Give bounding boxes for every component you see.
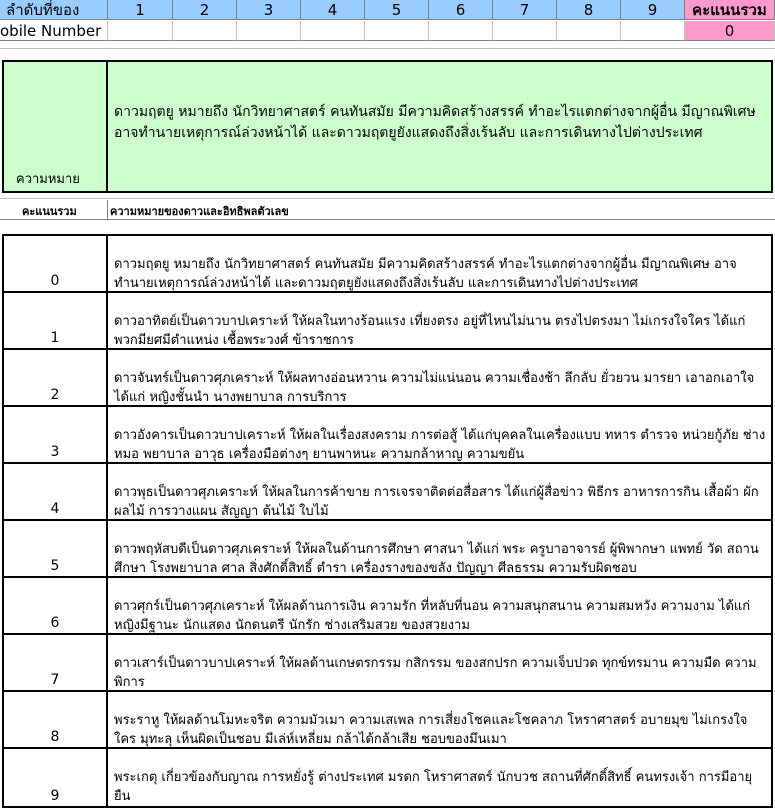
table-row xyxy=(4,578,771,635)
row-score-cell[interactable]: 2 xyxy=(4,350,108,405)
mobile-digit-2[interactable] xyxy=(173,21,237,41)
row-meaning-cell[interactable]: ดาวเสาร์เป็นดาวบาปเคราะห์ ให้ผลด้านเกษตรกรรม กสิกรรม ของสกปรก ความเจ็บปวด ทุกข์ทรมาน ความมืด ความพิการ xyxy=(114,656,757,690)
row-meaning-cell[interactable]: ดาวอาทิตย์เป็นดาวบาปเคราะห์ ให้ผลในทางร้อนแรง เที่ยงตรง อยู่ที่ไหนไม่นาน ตรงไปตรงมา ไม่เกรงใจใคร ได้แก่พวกมียศมีตำแหน่ง เชื้อพระวงศ์ ข้าราชการ xyxy=(114,314,746,348)
mobile-digit-3[interactable] xyxy=(237,21,301,41)
mobile-row xyxy=(0,21,775,42)
mobile-digit-9[interactable] xyxy=(621,21,685,41)
row-score-cell[interactable]: 5 xyxy=(4,521,108,576)
mobile-digit-6[interactable] xyxy=(429,21,493,41)
meaning-text-cell[interactable]: ดาวมฤตยู หมายถึง นักวิทยาศาสตร์ คนทันสมัย มีความคิดสร้างสรรค์ ทำอะไรแตกต่างจากผู้อื่น มีญาณพิเศษ อาจทำนายเหตุการณ์ล่วงหน้าได้ และดาวมฤตยูยังแสดงถึงสิ่งเร้นลับ และการเดินทางไปต่างประเทศ xyxy=(108,60,773,193)
header-col-9[interactable]: 9 xyxy=(621,0,685,20)
header-col-6[interactable]: 6 xyxy=(429,0,493,20)
row-meaning-cell[interactable]: ดาวจันทร์เป็นดาวศุภเคราะห์ ให้ผลทางอ่อนหวาน ความไม่แน่นอน ความเชื่องช้า ลึกลับ ยั่วยวน มารยา เอาอกเอาใจ ได้แก่ หญิงชั้นนำ นางพยาบาล การบริการ xyxy=(114,371,755,405)
meaning-label: ความหมาย xyxy=(16,172,80,187)
header-col-8[interactable]: 8 xyxy=(557,0,621,20)
table-row xyxy=(4,521,771,578)
grid-line xyxy=(0,48,775,49)
row-score-cell[interactable]: 4 xyxy=(4,464,108,519)
table-row xyxy=(4,464,771,521)
row-meaning-cell[interactable]: ดาวอังคารเป็นดาวบาปเคราะห์ ให้ผลในเรื่องสงคราม การต่อสู้ ได้แก่บุคคลในเครื่องแบบ ทหาร ตำรวจ หน่วยกู้ภัย ช่าง หมอ พยาบาล อาวุธ เครื่องมือต่างๆ ยานพาหนะ ความกล้าหาญ ความขยัน xyxy=(114,428,766,462)
row-meaning-cell[interactable]: พระราหู ให้ผลด้านโมหะจริต ความมัวเมา ความเสเพล การเสี่ยงโชคและโชคลาภ โหราศาสตร์ อบายมุข ไม่เกรงใจใคร มุทะลุ เห็นผิดเป็นชอบ มีเล่ห์เหลี่ยม กล้าได้กล้าเสีย ชอบของมึนเมา xyxy=(114,713,748,747)
meaning-table xyxy=(2,234,773,808)
row-score-cell[interactable]: 9 xyxy=(4,749,108,806)
mobile-digit-5[interactable] xyxy=(365,21,429,41)
header-total-cell[interactable]: คะแนนรวม xyxy=(685,0,775,20)
row-score-cell[interactable]: 0 xyxy=(4,236,108,291)
table-row xyxy=(4,236,771,293)
table-row xyxy=(4,635,771,692)
header-col-3[interactable]: 3 xyxy=(237,0,301,20)
mobile-digit-1[interactable] xyxy=(108,21,173,41)
header-underline xyxy=(0,219,775,220)
row-score-cell[interactable]: 1 xyxy=(4,293,108,348)
mobile-label-cell[interactable]: obile Number xyxy=(0,21,108,41)
header-label-cell[interactable]: ลำดับที่ของ xyxy=(0,0,108,20)
row-score-cell[interactable]: 8 xyxy=(4,692,108,747)
row-meaning-cell[interactable]: พระเกตุ เกี่ยวข้องกับญาณ การหยั่งรู้ ต่างประเทศ มรดก โหราศาสตร์ นักบวช สถานที่ศักดิ์สิทธิ์ คนทรงเจ้า การมีอายุยืน xyxy=(114,770,753,804)
table-row xyxy=(4,749,771,806)
column-divider xyxy=(107,200,108,220)
meaning-label-cell[interactable] xyxy=(2,60,108,193)
mobile-digit-4[interactable] xyxy=(301,21,365,41)
table-row xyxy=(4,407,771,464)
mobile-digit-7[interactable] xyxy=(493,21,557,41)
row-meaning-cell[interactable]: ดาวมฤตยู หมายถึง นักวิทยาศาสตร์ คนทันสมัย มีความคิดสร้างสรรค์ ทำอะไรแตกต่างจากผู้อื่น มีญาณพิเศษ อาจทำนายเหตุการณ์ล่วงหน้าได้ และดาวมฤตยูยังแสดงถึงสิ่งเร้นลับ และการเดินทางไปต่างประเทศ xyxy=(114,257,737,291)
header-col-2[interactable]: 2 xyxy=(173,0,237,20)
header-row xyxy=(0,0,775,21)
table-header-meaning[interactable]: ความหมายของดาวและอิทธิพลตัวเลข xyxy=(110,205,289,218)
grid-line xyxy=(0,198,775,199)
mobile-digit-8[interactable] xyxy=(557,21,621,41)
mobile-score-cell[interactable]: 0 xyxy=(685,21,775,41)
row-score-cell[interactable]: 3 xyxy=(4,407,108,462)
row-score-cell[interactable]: 6 xyxy=(4,578,108,633)
table-header-score[interactable]: คะแนนรวม xyxy=(22,205,77,218)
row-meaning-cell[interactable]: ดาวพุธเป็นดาวศุภเคราะห์ ให้ผลในการค้าขาย การเจรจาติดต่อสื่อสาร ได้แก่ผู้สื่อข่าว พิธีกร อาหารการกิน เสื้อผ้า ผักผลไม้ การวางแผน สัญญา ต้นไม้ ใบไม้ xyxy=(114,485,759,519)
row-meaning-cell[interactable]: ดาวศุกร์เป็นดาวศุภเคราะห์ ให้ผลด้านการเงิน ความรัก ที่หลับที่นอน ความสนุกสนาน ความสมหวัง ความงาม ได้แก่หญิงมีฐานะ นักแสดง นักดนตรี นักรัก ช่างเสริมสวย ของสวยงาม xyxy=(114,599,751,633)
header-col-7[interactable]: 7 xyxy=(493,0,557,20)
table-row xyxy=(4,350,771,407)
header-col-4[interactable]: 4 xyxy=(301,0,365,20)
header-col-5[interactable]: 5 xyxy=(365,0,429,20)
table-row xyxy=(4,692,771,749)
row-score-cell[interactable]: 7 xyxy=(4,635,108,690)
row-meaning-cell[interactable]: ดาวพฤหัสบดีเป็นดาวศุภเคราะห์ ให้ผลในด้านการศึกษา ศาสนา ได้แก่ พระ ครูบาอาจารย์ ผู้พิพากษา แพทย์ วัด สถานศึกษา โรงพยาบาล ศาล สิ่งศักดิ์สิทธิ์ ตำรา เครื่องรางของขลัง ปัญญา ศีลธรรม ความรับผิดชอบ xyxy=(114,542,759,576)
table-row xyxy=(4,293,771,350)
header-col-1[interactable]: 1 xyxy=(108,0,173,20)
